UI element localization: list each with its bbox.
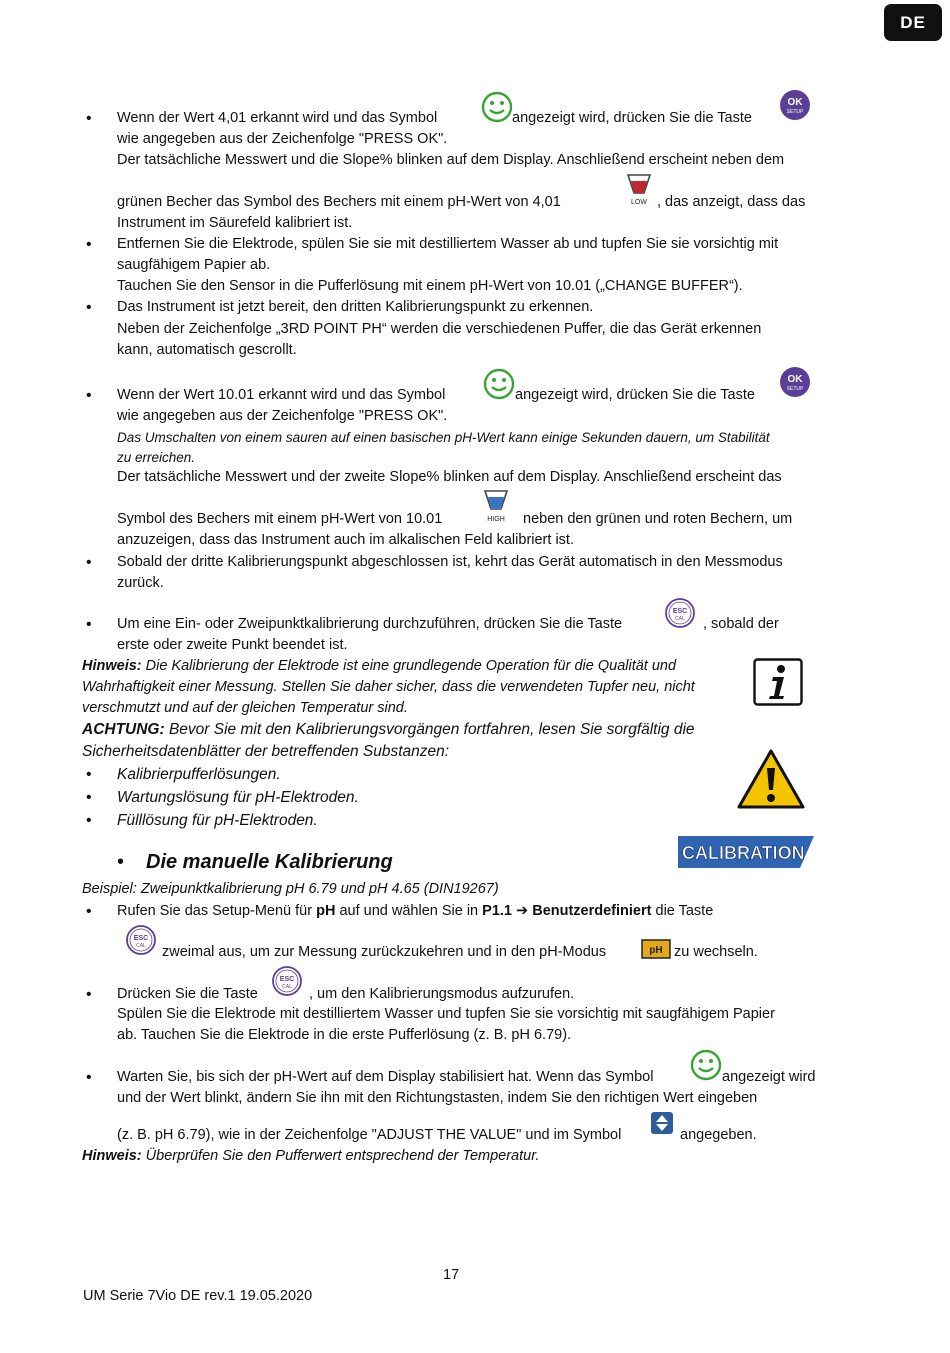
- text-line: grünen Becher das Symbol des Bechers mit einem pH-Wert von 4,01: [117, 194, 561, 210]
- text-line: ab. Tauchen Sie die Elektrode in die erste Pufferlösung (z. B. pH 6.79).: [117, 1027, 572, 1043]
- text-line: wie angegeben aus der Zeichenfolge "PRESS OK".: [117, 131, 448, 147]
- text-line: angezeigt wird: [722, 1069, 816, 1085]
- smiley-icon: [483, 368, 515, 400]
- document-footer: UM Serie 7Vio DE rev.1 19.05.2020: [83, 1288, 313, 1304]
- text-line: Instrument im Säurefeld kalibriert ist.: [117, 215, 353, 231]
- svg-text:CAL: CAL: [136, 943, 146, 949]
- warning-list-item: Fülllösung für pH-Elektroden.: [117, 812, 318, 829]
- text-line: , das anzeigt, dass das: [657, 194, 806, 210]
- bullet: •: [86, 299, 92, 316]
- note-line: verschmutzt und auf der gleichen Temperatur sind.: [82, 700, 408, 716]
- warning-list-item: Kalibrierpufferlösungen.: [117, 766, 281, 783]
- text-line: Symbol des Bechers mit einem pH-Wert von 10.01: [117, 511, 443, 527]
- ok-setup-key-icon: [779, 89, 811, 121]
- svg-text:ESC: ESC: [133, 935, 149, 942]
- note-label: Hinweis:: [82, 1148, 142, 1164]
- esc-cal-key-icon: [664, 597, 696, 629]
- note-line: [82, 1146, 540, 1167]
- warning-text: Bevor Sie mit den Kalibrierungsvorgängen fortfahren, lesen Sie sorgfältig die: [168, 721, 695, 738]
- note-text: Überprüfen Sie den Pufferwert entsprechend der Temperatur.: [145, 1148, 540, 1164]
- svg-text:CAL: CAL: [675, 616, 685, 622]
- text-line: erste oder zweite Punkt beendet ist.: [117, 637, 348, 653]
- page-number: 17: [443, 1267, 460, 1283]
- svg-text:CAL: CAL: [282, 984, 292, 990]
- text-line: angegeben.: [680, 1127, 757, 1143]
- text-line: [117, 901, 713, 922]
- warning-list-item: Wartungslösung für pH-Elektroden.: [117, 789, 359, 806]
- text-line: wie angegeben aus der Zeichenfolge "PRESS OK".: [117, 408, 448, 424]
- warning-line: Sicherheitsdatenblätter der betreffenden Substanzen:: [82, 743, 450, 760]
- note-line: [82, 656, 676, 677]
- bullet: •: [86, 903, 92, 920]
- text-line: Das Instrument ist jetzt bereit, den dritten Kalibrierungspunkt zu erkennen.: [117, 299, 594, 315]
- text-line: zweimal aus, um zur Messung zurückzukehren und in den pH-Modus: [162, 944, 607, 960]
- up-down-arrows-icon: [650, 1111, 674, 1135]
- text-line: , sobald der: [703, 616, 779, 632]
- smiley-icon: [481, 91, 513, 123]
- text-line: Sobald der dritte Kalibrierungspunkt abgeschlossen ist, kehrt das Gerät automatisch in den Messmodus: [117, 554, 783, 570]
- svg-text:SETUP: SETUP: [786, 109, 804, 115]
- bullet: •: [86, 766, 92, 783]
- warning-triangle-icon: [736, 748, 806, 810]
- text-span: Rufen Sie das Setup-Menü für: [117, 903, 313, 919]
- esc-cal-key-icon: [125, 924, 157, 956]
- bullet: •: [86, 616, 92, 633]
- text-span: die Taste: [655, 903, 714, 919]
- text-line: Entfernen Sie die Elektrode, spülen Sie sie mit destilliertem Wasser ab und tupfen Sie sie vorsichtig mit: [117, 236, 779, 252]
- svg-text:ESC: ESC: [672, 608, 688, 615]
- high-beaker-icon: [479, 487, 513, 525]
- bullet: •: [86, 789, 92, 806]
- text-line: neben den grünen und roten Bechern, um: [523, 511, 793, 527]
- text-line: Der tatsächliche Messwert und der zweite Slope% blinken auf dem Display. Anschließend erscheint das: [117, 469, 782, 485]
- text-span-bold: Benutzerdefiniert: [532, 903, 652, 919]
- esc-cal-key-icon: [271, 965, 303, 997]
- calibration-banner: [678, 836, 814, 868]
- bullet: •: [86, 110, 92, 127]
- language-badge: DE: [884, 4, 942, 41]
- svg-text:CALIBRATION: CALIBRATION: [682, 843, 805, 863]
- text-line: Um eine Ein- oder Zweipunktkalibrierung durchzuführen, drücken Sie die Taste: [117, 616, 623, 632]
- svg-text:OK: OK: [787, 97, 803, 108]
- bullet: •: [86, 387, 92, 404]
- section-title: Die manuelle Kalibrierung: [146, 851, 393, 873]
- svg-text:SETUP: SETUP: [786, 386, 804, 392]
- italic-note-line: Das Umschalten von einem sauren auf einen basischen pH-Wert kann einige Sekunden dauern, um Stabilität: [117, 430, 770, 445]
- text-line: zu wechseln.: [674, 944, 758, 960]
- note-label: Hinweis:: [82, 658, 142, 674]
- text-line: Tauchen Sie den Sensor in die Pufferlösung mit einem pH-Wert von 10.01 („CHANGE BUFFER“).: [117, 278, 743, 294]
- text-line: Drücken Sie die Taste: [117, 986, 258, 1002]
- italic-note-line: zu erreichen.: [117, 450, 196, 465]
- warning-label: ACHTUNG:: [82, 721, 165, 738]
- note-text: Die Kalibrierung der Elektrode ist eine grundlegende Operation für die Qualität und: [145, 658, 677, 674]
- text-line: angezeigt wird, drücken Sie die Taste: [515, 387, 755, 403]
- text-line: zurück.: [117, 575, 164, 591]
- bullet: •: [86, 986, 92, 1003]
- note-line: Wahrhaftigkeit einer Messung. Stellen Sie daher sicher, dass die verwendeten Tupfer neu, nicht: [82, 679, 695, 695]
- text-line: , um den Kalibrierungsmodus aufzurufen.: [309, 986, 575, 1002]
- text-span-bold: P1.1: [482, 903, 512, 919]
- info-icon: [753, 658, 803, 706]
- text-span: auf und wählen Sie in: [339, 903, 479, 919]
- text-line: saugfähigem Papier ab.: [117, 257, 271, 273]
- bullet: •: [86, 554, 92, 571]
- text-line: Warten Sie, bis sich der pH-Wert auf dem Display stabilisiert hat. Wenn das Symbol: [117, 1069, 654, 1085]
- text-line: Der tatsächliche Messwert und die Slope% blinken auf dem Display. Anschließend erscheint neben dem: [117, 152, 785, 168]
- low-beaker-icon: [622, 171, 656, 207]
- smiley-icon: [690, 1049, 722, 1081]
- text-line: (z. B. pH 6.79), wie in der Zeichenfolge "ADJUST THE VALUE" und im Symbol: [117, 1127, 622, 1143]
- text-line: Wenn der Wert 10.01 erkannt wird und das Symbol: [117, 387, 446, 403]
- bullet: •: [86, 236, 92, 253]
- ok-setup-key-icon: [779, 366, 811, 398]
- text-line: anzuzeigen, dass das Instrument auch im alkalischen Feld kalibriert ist.: [117, 532, 574, 548]
- text-line: angezeigt wird, drücken Sie die Taste: [512, 110, 752, 126]
- text-line: Wenn der Wert 4,01 erkannt wird und das Symbol: [117, 110, 438, 126]
- arrow-icon: ➔: [516, 903, 529, 919]
- text-line: kann, automatisch gescrollt.: [117, 342, 297, 358]
- bullet: •: [117, 851, 125, 873]
- example-line: Beispiel: Zweipunktkalibrierung pH 6.79 und pH 4.65 (DIN19267): [82, 881, 499, 897]
- svg-text:pH: pH: [649, 945, 663, 956]
- text-span-bold: pH: [316, 903, 336, 919]
- svg-text:OK: OK: [787, 374, 803, 385]
- text-line: Neben der Zeichenfolge „3RD POINT PH“ werden die verschiedenen Puffer, die das Gerät erkennen: [117, 321, 762, 337]
- svg-text:HIGH: HIGH: [487, 516, 505, 523]
- svg-text:LOW: LOW: [631, 199, 647, 206]
- text-line: und der Wert blinkt, ändern Sie ihn mit den Richtungstasten, indem Sie den richtigen Wert eingeben: [117, 1090, 758, 1106]
- warning-line: [82, 719, 695, 740]
- text-line: Spülen Sie die Elektrode mit destilliertem Wasser und tupfen Sie sie vorsichtig mit saugfähigem Papier: [117, 1006, 775, 1022]
- bullet: •: [86, 812, 92, 829]
- bullet: •: [86, 1069, 92, 1086]
- ph-mode-icon: [641, 939, 671, 959]
- svg-text:ESC: ESC: [279, 976, 295, 983]
